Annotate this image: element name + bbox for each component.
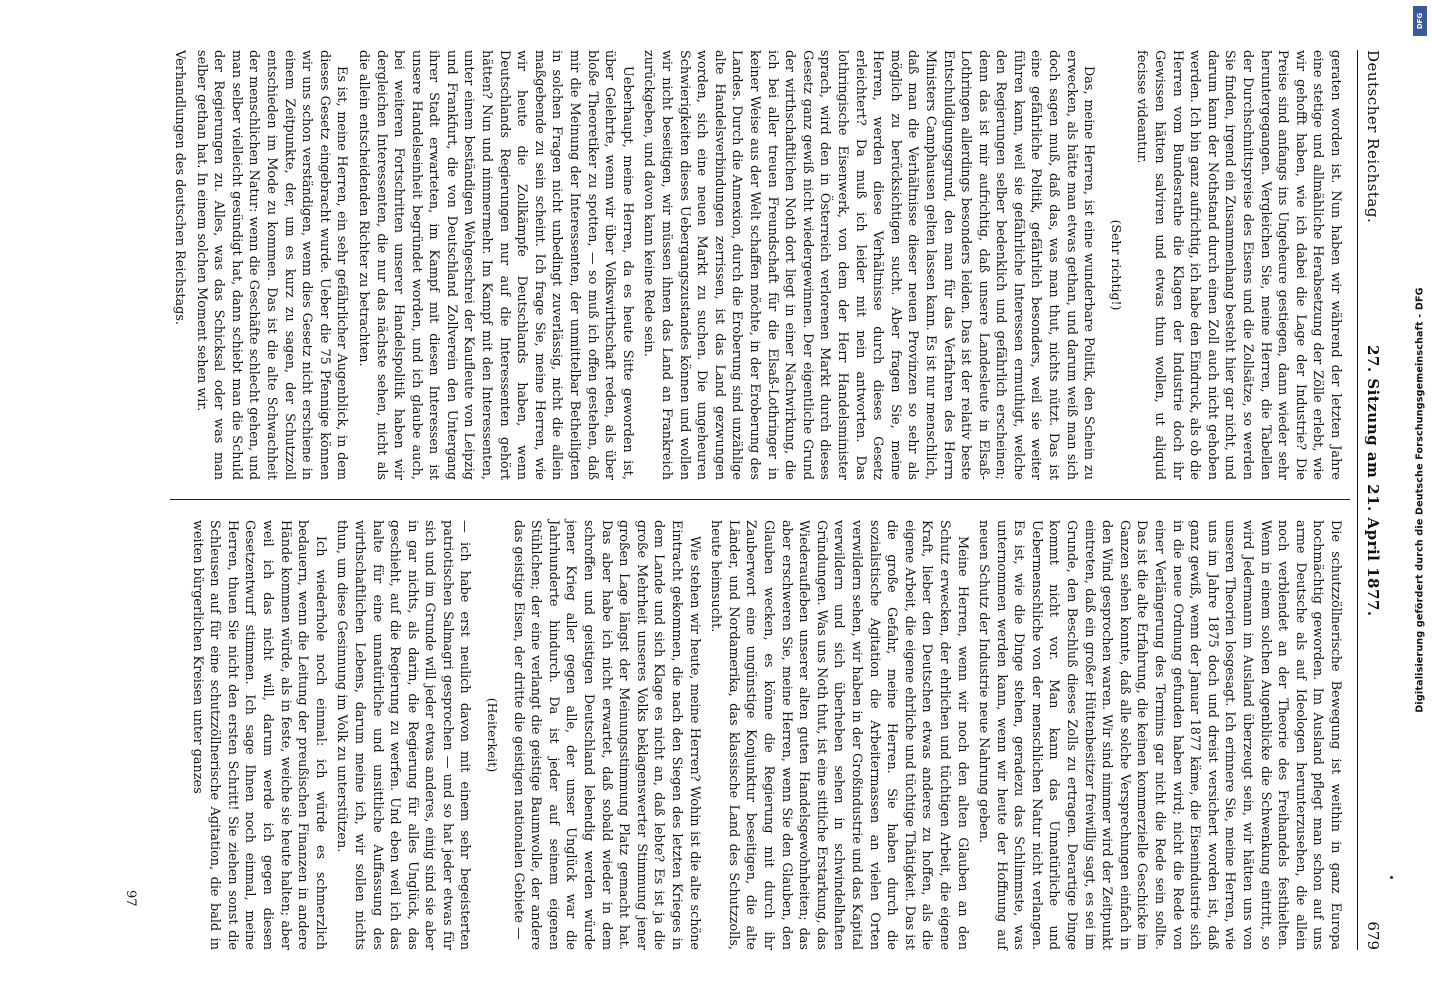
credit-text: Digitalisierung gefördert durch die Deutsche Forschungsgemeinschaft - DFG [1414,287,1426,713]
page-header [1357,50,1386,950]
paragraph: Es ist, meine Herren, ein sehr gefährlicher Augenblick, in dem dieses Gesetz eingebracht wurde. Ueber die 75 Pfennige können wir uns schon verständigen, wenn dies Gesetz nicht erschiene in einem Zeitpunkte, der, um es kurz zu sagen, der Schutzzoll entschieden im Mode zu kommen. Das ist die alte Schwachheit der menschlichen Natur: wenn die Geschäfte schlecht gehen, und man selber vielleicht gesündigt hat, dann schiebt man die Schuld der Regierungen zu. Alles, was das Schicksal oder was man selber gethan hat. In einem solchen Moment sehen wir. [193,50,350,480]
column-divider [170,499,1350,500]
paragraph: Ueberhaupt, meine Herren, da es heute Sitte geworden ist, über Gelehrte, wenn wir über Volkswirthschaft reden, als über bloße Theoretiker zu spotten, — so muß ich offen gestehen, daß mir die Meinung der Interessenten, der unmittelbar Betheiligten in solchen Fragen nicht unbedingt zuverlässig, nicht die allein maßgebende zu sein scheint. Ich frage Sie, meine Herren, wie wir heute die Zollkämpfe Deutschlands haben, wenn Deutschlands Regierungen nur auf die Interessenten gehört hätten? Nun und nimmermehr. Im Kampf mit den Interessenten, unter einem beständigen Wehgeschrei der Kaufleute von Leipzig und Frankfurt, die von Deutschland Zollverein den Untergang ihrer Stadt erwarteten, im Kampf mit diesen Interessen ist unsere Handelseinheit begründet worden, und ich glaube auch, bei weiteren Fortschritten unserer Handelspolitik haben wir dergleichen Interessenten, die nur das nächste sehen, nicht als die allein entscheidenden Richter zu betrachten. [355,50,635,480]
digitization-credit [1410,2,1430,998]
paragraph: Ich wiederhole noch einmal: ich würde es schmerzlich bedauern, wenn die Leitung der preußischen Finanzen in andere Hände kommen würde, als in feste, weiche sie heute halten; aber weil ich das nicht will, darum werde ich gegen diesen Gesetzentwurf stimmen. Ich sage Ihnen noch einmal, meine Herren, thuen Sie nicht den ersten Schritt! Sie ziehen sonst die Schleusen auf für eine schutzzöllnerische Agitation, die bald in weiten bürgerlichen Kreisen unter ganzes [189,520,328,950]
scan-speck [1390,876,1393,879]
paragraph: Das, meine Herren, ist eine wunderbare Politik, den Schein zu erwecken, als hätte man etwas gethan, und darum weiß man sich doch sagen muß, daß das, was man thut, nichts nützt. Das ist eine gefährliche Politik, gefährlich besonders, weil sie weiter führen kann, weil sie gefährliche Interessen ermuthigt, welche den Regierungen selber bedenklich und gefährlich erscheinen; denn das ist mir aufrichtig, daß unsere Landesleute in Elsaß-Lothringen allerdings besonders leiden. Das ist der relativ beste Entschuldigungsgrund, den man für das Verfahren des Herrn Ministers Camphausen gelten lassen kann. Es ist nur menschlich, daß man die Verhältnisse dieser neuen Provinzen so sehr als möglich zu berücksichtigen sucht. Aber fragen Sie, meine Herren, werden diese Verhältnisse durch dieses Gesetz erleichtert? Da muß ich leider mit nein antworten. Das lothringische Eisenwerk, von dem der Herr Handelsminister sprach, wird den in Österreich verlorenen Markt durch dieses Gesetz ganz gewiß nicht wiedergewinnen. Der eigentliche Grund der wirthschaftlichen Noth dort liegt in einer Nachwirkung, die ich bei aller treuen Freundschaft für die Elsaß-Lothringer in keiner Weise aus der Welt schaffen möchte, in der Eroberung des Landes. Durch die Annexion, durch die Eroberung sind unzählige alte Handelsverbindungen zerrissen, ist das Land gezwungen worden, sich eine neuen Markt zu suchen. Die ungeheuren Schwierigkeiten dieses Uebergangszustandes können und wollen wir nicht beseitigen, wir müssen ihnen das Land an Frankreich zurückgeben, und davon kann keine Rede sein. [641,50,1097,480]
interjection: (Sehr richtig!) [1108,219,1124,311]
sheet-signature-mark: 97 [123,890,138,907]
left-column [166,50,1344,480]
paragraph: Die schutzzöllnerische Bewegung ist weithin in ganz Europa hochmächtig geworden. Im Ausland pflegt man schon auf uns arme Deutsche als auf Ideologen herunterzusehen, die allein noch verblendet an der Theorie des Freihandels festhielten. Wenn in einem solchen Augenblicke die Schwenkung eintritt, so wird Jedermann im Ausland überzeugt sein, wir hätten uns von unseren Theorien losgesagt. Ich erinnere Sie, meine Herren, wie uns im Jahre 1875 doch und dreist versichert worden ist, daß ganz gewiß, wenn der Januar 1877 käme, die Eisenindustrie sich in die neue Ordnung gefunden haben wird; nicht die Rede von einer Verlängerung des Termins gar nicht die Rede sein sollte. Das ist die alte Erfahrung, die keinen kommerzielle Geschicke im Ganzen sehen konnte, daß alle solche Versprechungen einfach in den Wind gesprochen waren. Wir sind nimmer wird der Zeitpunkt eintreten, daß ein großer Hüttenbesitzer freiwillig sagt, es sei im Grunde, den Beschluß dieses Zolls zu ertragen. Derartige Dinge kommt nicht vor. Man kann das Unnatürliche und Uebermenschliche von der menschlichen Natur nicht verlangen. Es ist, wie die Dinge stehen, geradezu das Schlimmste, was unternommen werden kann, wenn wir heute der Hoffnung auf neuen Schutz der Industrie neue Nahrung geben. [976,520,1343,950]
paragraph: — ich habe erst neulich davon mit einem sehr begeisterten patriotischen Salmagri gesprochen — und so hat jeder etwas für sich und im Grunde will jeder etwas anderes, einig sind sie aber in gar nichts, als darin, die Regierung für alles Unglück, das geschieht, auf die Regierung zu werfen. Und eben weil ich das halte für eine unnatürliche und unsittliche Auffassung des wirthschaftlichen Lebens, darum meine ich, wir sollen nichts thun, um diese Gesinnung im Volk zu unterstützen. [334,520,473,950]
paragraph: Wie stehen wir heute, meine Herren? Wohin ist die alte schöne Eintracht gekommen, die nach den Siegen des letzten Krieges in dem Lande und sich Klage es nicht an, daß lebte? Es ist ja die große Mehrheit unseres Volks beklagenswerter Stimmung jener großen Lage längst der Meinungsstimmung Platz gemacht hat. Das aber habe ich nicht erwartet, daß sobald wieder in dem schroffen und geistigen Deutschland lebendig werden würde jener Krieg aller gegen alle, der unser Unglück war die Jahrhunderte hindurch. Da ist jeder auf seinem eigenen Stühlchen; der eine verlangt die geistige Baumwolle, der andere das geistige Eisen, der dritte die geistigen nationalen Gebiete — [510,520,702,950]
paragraph: geraten worden ist. Nun haben wir während der letzten Jahre eine stetige und allmähliche Herabsetzung der Zölle erlebt, wie wir gehofft haben, wie ich dabei die Lage der Industrie? Die Preise sind anfangs ins Ungeheure gestiegen, dann wieder sehr heruntergegangen. Vergleichen Sie, meine Herren, die Tabellen der Durchschnittspreise des Eisens und die Zollsätze, so werden Sie finden, irgend ein Zusammenhang besteht hier gar nicht, und darum kann der Nothstand durch einen Zoll auch nicht gehoben werden. Ich bin ganz aufrichtig, ich habe den Eindruck, als ob die Herren vom Bundesrathe die Klagen der Industrie doch ihr Gewissen hätten salviren und etwas thun wollen, ut aliquid fecisse videantur. [1134,50,1343,480]
document-page [26,20,1406,980]
page-number: 679 [1364,921,1382,950]
running-title: Deutscher Reichstag. [1364,50,1382,224]
session-title: 27. Sitzung am 21. April 1877. [1364,345,1382,617]
interjection: (Heiterkeit) [485,697,501,773]
dfg-badge-label: DFG [1416,12,1424,30]
right-column [184,520,1344,950]
footer-note: Verhandlungen des deutschen Reichstags. [172,50,187,325]
paragraph: Meine Herren, wenn wir noch den alten Glauben an den Schutz erwecken, der ehrlichen und tüchtigen Arbeit, die eigene Kraft, lieber den Deutschen etwas anderes zu hoffen, als die eigene Arbeit, die eigene ehrliche und tüchtige Thätigkeit. Das ist die große Gefahr, meine Herren. Sie haben durch die sozialistische Agitation die Arbeitermassen an vielen Orten verwildern sehen, wir haben in der Großindustrie und das Kapital verwildern und sich überheben sehen in schwindelhaften Gründungen. Was uns Noth thut, ist eine sittliche Erstarkung, das Wiederaufleben unserer alten guten Handelsgewohnheiten; das aber erschweren Sie, meine Herren, wenn Sie den Glauben, den Glauben wecken, es könne die Regierung mit durch ihr Zauberwort eine ungünstige Konjunktur beseitigen, die alte Länder, und Nordamerika, das klassische Land des Schutzzolls, heute heimsucht. [708,520,970,950]
